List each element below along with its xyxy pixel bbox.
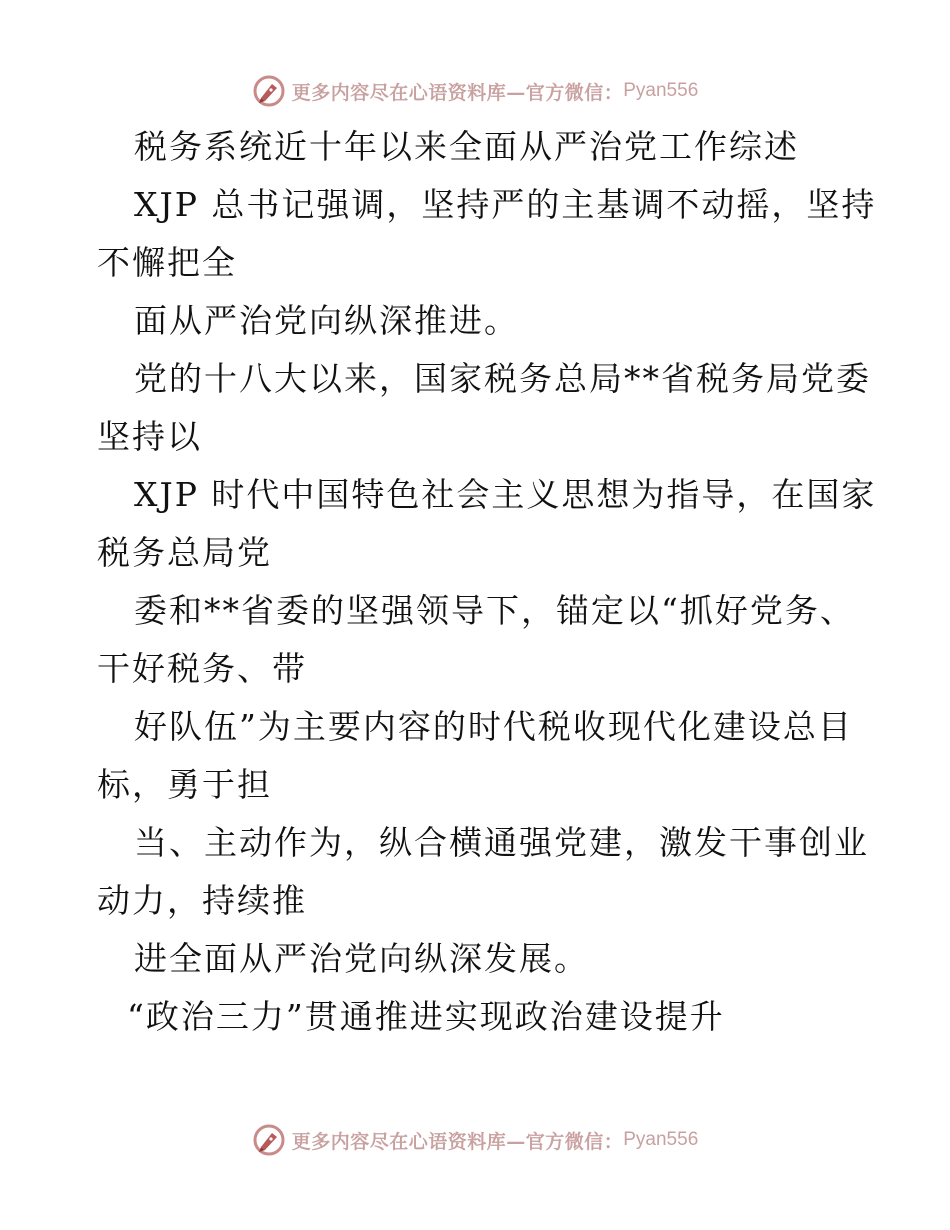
document-body [97, 118, 877, 1046]
paragraph-line: 不懈把全 [97, 243, 237, 282]
paragraph-line: 面从严治党向纵深推进。 [134, 301, 519, 340]
paragraph-line: 标，勇于担 [97, 765, 272, 804]
paragraph-line: 坚持以 [97, 417, 202, 456]
watermark-contact: Pyan556 [623, 80, 699, 101]
paragraph-line: 当、主动作为，纵合横通强党建，激发干事创业 [134, 823, 869, 862]
pen-nib-logo-icon [252, 74, 286, 108]
header-watermark [0, 69, 950, 113]
document-title: 税务系统近十年以来全面从严治党工作综述 [134, 127, 799, 166]
paragraph-line: 委和**省委的坚强领导下，锚定以“抓好党务、 [134, 591, 855, 630]
paragraph-line: 税务总局党 [97, 533, 272, 572]
section-heading: “政治三力”贯通推进实现政治建设提升 [127, 997, 725, 1036]
watermark-text: 更多内容尽在心语资料库—官方微信： [291, 81, 624, 104]
paragraph-line: 进全面从严治党向纵深发展。 [134, 939, 589, 978]
paragraph-line: XJP 总书记强调，坚持严的主基调不动摇，坚持 [134, 185, 877, 224]
paragraph-line: XJP 时代中国特色社会主义思想为指导，在国家 [134, 475, 877, 514]
watermark-contact: Pyan556 [623, 1129, 699, 1150]
pen-nib-logo-icon [252, 1123, 286, 1157]
watermark-text: 更多内容尽在心语资料库—官方微信： [291, 1130, 624, 1153]
footer-watermark [0, 1118, 950, 1162]
paragraph-line: 干好税务、带 [97, 649, 307, 688]
paragraph-line: 党的十八大以来，国家税务总局**省税务局党委 [134, 359, 871, 398]
paragraph-line: 好队伍”为主要内容的时代税收现代化建设总目 [134, 707, 853, 746]
paragraph-line: 动力，持续推 [97, 881, 307, 920]
